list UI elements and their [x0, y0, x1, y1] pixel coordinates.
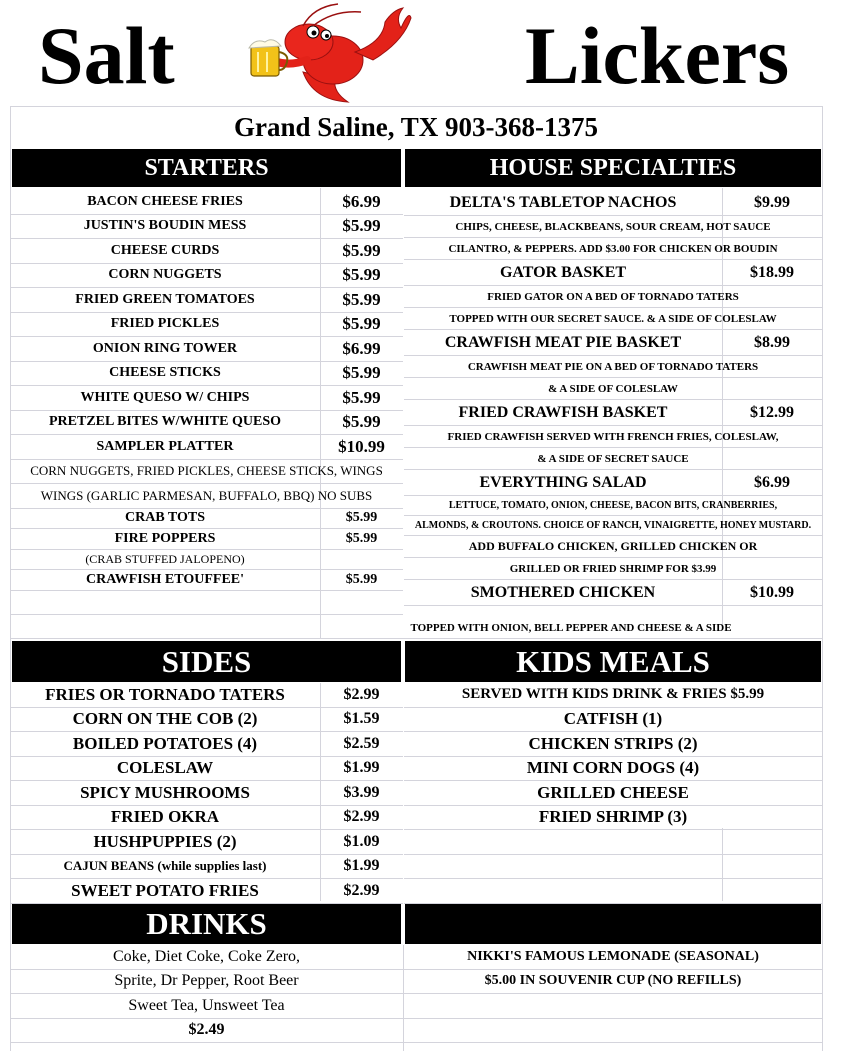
list-item — [10, 264, 403, 289]
specialty-desc: LETTUCE, TOMATO, ONION, CHEESE, BACON BITS, CRANBERRIES, — [404, 496, 822, 516]
drink-price: $2.49 — [10, 1019, 403, 1044]
item-price: $5.99 — [342, 314, 381, 334]
kids-intro: SERVED WITH KIDS DRINK & FRIES $5.99 — [404, 683, 822, 708]
item-name: CRAWFISH ETOUFFEE' — [85, 571, 245, 587]
drink-line: Sweet Tea, Unsweet Tea — [10, 994, 403, 1019]
list-item — [10, 411, 403, 436]
item-name: FRIED PICKLES — [110, 316, 220, 332]
list-item — [10, 239, 403, 264]
specialty-desc: CRAWFISH MEAT PIE ON A BED OF TORNADO TATERS — [404, 356, 822, 378]
item-price — [320, 550, 403, 570]
list-item — [10, 386, 403, 411]
list-item — [10, 529, 403, 550]
specialty-title: SMOTHERED CHICKEN $10.99 — [404, 580, 822, 606]
list-item — [10, 435, 403, 460]
item-name: PRETZEL BITES W/WHITE QUESO — [49, 414, 281, 430]
list-item — [10, 288, 403, 313]
specialty-title: GATOR BASKET $18.99 — [404, 260, 822, 286]
specialty-desc: CHIPS, CHEESE, BLACKBEANS, SOUR CREAM, HOT SAUCE — [404, 216, 822, 238]
list-item — [10, 215, 403, 240]
list-item — [10, 313, 403, 338]
lemonade-list — [404, 945, 822, 1043]
list-item: FRIES OR TORNADO TATERS $2.99 — [10, 683, 403, 708]
drink-line: Coke, Diet Coke, Coke Zero, — [10, 945, 403, 970]
item-price: $5.99 — [342, 240, 381, 260]
specialty-desc: ALMONDS, & CROUTONS. CHOICE OF RANCH, VINAIGRETTE, HONEY MUSTARD. — [404, 516, 822, 536]
item-price: $5.99 — [345, 530, 378, 546]
crawfish-mascot-icon — [243, 2, 413, 106]
item-name: JUSTIN'S BOUDIN MESS — [83, 218, 247, 234]
kids-meals-heading: KIDS MEALS — [405, 641, 821, 682]
item-name: ONION RING TOWER — [92, 340, 238, 356]
list-item — [10, 362, 403, 387]
specialty-desc: & A SIDE OF SECRET SAUCE — [404, 448, 822, 470]
item-price: $5.99 — [342, 265, 381, 285]
specialty-desc: TOPPED WITH OUR SECRET SAUCE. & A SIDE OF COLESLAW — [404, 308, 822, 330]
specialty-desc: FRIED CRAWFISH SERVED WITH FRENCH FRIES, COLESLAW, — [404, 426, 822, 448]
drinks-heading: DRINKS — [12, 904, 401, 944]
list-item: FRIED OKRA $2.99 — [10, 806, 403, 831]
item-name: CHEESE STICKS — [109, 365, 221, 381]
sampler-note: WINGS (GARLIC PARMESAN, BUFFALO, BBQ) NO SUBS — [10, 484, 403, 509]
list-item: FRIED SHRIMP (3) — [404, 806, 822, 831]
list-item: CAJUN BEANS (while supplies last) $1.99 — [10, 855, 403, 880]
item-name: CRAB TOTS — [124, 510, 205, 526]
restaurant-title-right: Lickers — [525, 10, 790, 101]
specialty-desc: ADD BUFFALO CHICKEN, GRILLED CHICKEN OR — [404, 536, 822, 558]
specialty-title: EVERYTHING SALAD $6.99 — [404, 470, 822, 496]
sides-heading: SIDES — [12, 641, 401, 682]
item-price: $5.99 — [342, 216, 381, 236]
specialty-desc: GRILLED OR FRIED SHRIMP FOR $3.99 — [404, 558, 822, 580]
specialty-title: FRIED CRAWFISH BASKET $12.99 — [404, 400, 822, 426]
item-name: WHITE QUESO W/ CHIPS — [80, 389, 250, 405]
drink-line: NIKKI'S FAMOUS LEMONADE (SEASONAL) — [404, 945, 822, 970]
item-name: FIRE POPPERS — [114, 530, 216, 546]
mascot-claw — [355, 8, 411, 60]
list-item — [10, 570, 403, 591]
list-item — [10, 337, 403, 362]
starters-heading: STARTERS — [12, 149, 401, 187]
item-price: $5.99 — [342, 363, 381, 383]
item-price: $6.99 — [342, 191, 381, 211]
drink-line: Sprite, Dr Pepper, Root Beer — [10, 970, 403, 995]
list-item: SPICY MUSHROOMS $3.99 — [10, 781, 403, 806]
starters-list — [10, 190, 403, 615]
list-item: SWEET POTATO FRIES $2.99 — [10, 879, 403, 904]
item-name: CORN NUGGETS — [108, 267, 222, 283]
item-price: $5.99 — [345, 510, 378, 526]
item-price: $5.99 — [342, 387, 381, 407]
list-item — [10, 550, 403, 571]
specialty-title: DELTA'S TABLETOP NACHOS $9.99 — [404, 190, 822, 216]
house-specialties-heading: HOUSE SPECIALTIES — [405, 149, 821, 187]
specialty-desc: TOPPED WITH ONION, BELL PEPPER AND CHEESE & A SIDE — [410, 622, 732, 634]
list-item: CATFISH (1) — [404, 708, 822, 733]
specialty-desc: & A SIDE OF COLESLAW — [404, 378, 822, 400]
item-price: $6.99 — [342, 338, 381, 358]
item-price: $10.99 — [338, 436, 385, 456]
item-price: $5.99 — [345, 571, 378, 587]
specialties-list — [404, 190, 822, 606]
specialty-desc: CILANTRO, & PEPPERS. ADD $3.00 FOR CHICKEN OR BOUDIN — [404, 238, 822, 260]
drinks-heading-right-blank — [405, 904, 821, 944]
kids-list — [404, 683, 822, 904]
list-item — [10, 509, 403, 530]
item-price: $5.99 — [342, 412, 381, 432]
sampler-note: CORN NUGGETS, FRIED PICKLES, CHEESE STICKS, WINGS — [10, 460, 403, 485]
list-item: BOILED POTATOES (4) $2.59 — [10, 732, 403, 757]
list-item: CHICKEN STRIPS (2) — [404, 732, 822, 757]
item-name: BACON CHEESE FRIES — [87, 193, 243, 209]
item-name: SAMPLER PLATTER — [96, 438, 234, 454]
location-phone: Grand Saline, TX 903-368-1375 — [233, 112, 599, 142]
drink-line: $5.00 IN SOUVENIR CUP (NO REFILLS) — [404, 970, 822, 995]
drinks-list — [10, 945, 403, 1043]
item-name: CHEESE CURDS — [110, 242, 220, 258]
item-name: (CRAB STUFFED JALOPENO) — [85, 551, 245, 566]
sides-list — [10, 683, 403, 904]
specialty-title: CRAWFISH MEAT PIE BASKET $8.99 — [404, 330, 822, 356]
list-item: COLESLAW $1.99 — [10, 757, 403, 782]
item-name: FRIED GREEN TOMATOES — [75, 291, 255, 307]
specialty-desc: FRIED GATOR ON A BED OF TORNADO TATERS — [404, 286, 822, 308]
list-item — [10, 190, 403, 215]
list-item: MINI CORN DOGS (4) — [404, 757, 822, 782]
beer-mug — [251, 46, 279, 76]
list-item: CORN ON THE COB (2) $1.59 — [10, 708, 403, 733]
item-price: $5.99 — [342, 289, 381, 309]
list-item: HUSHPUPPIES (2) $1.09 — [10, 830, 403, 855]
restaurant-title-left: Salt — [38, 10, 175, 101]
list-item: GRILLED CHEESE — [404, 781, 822, 806]
